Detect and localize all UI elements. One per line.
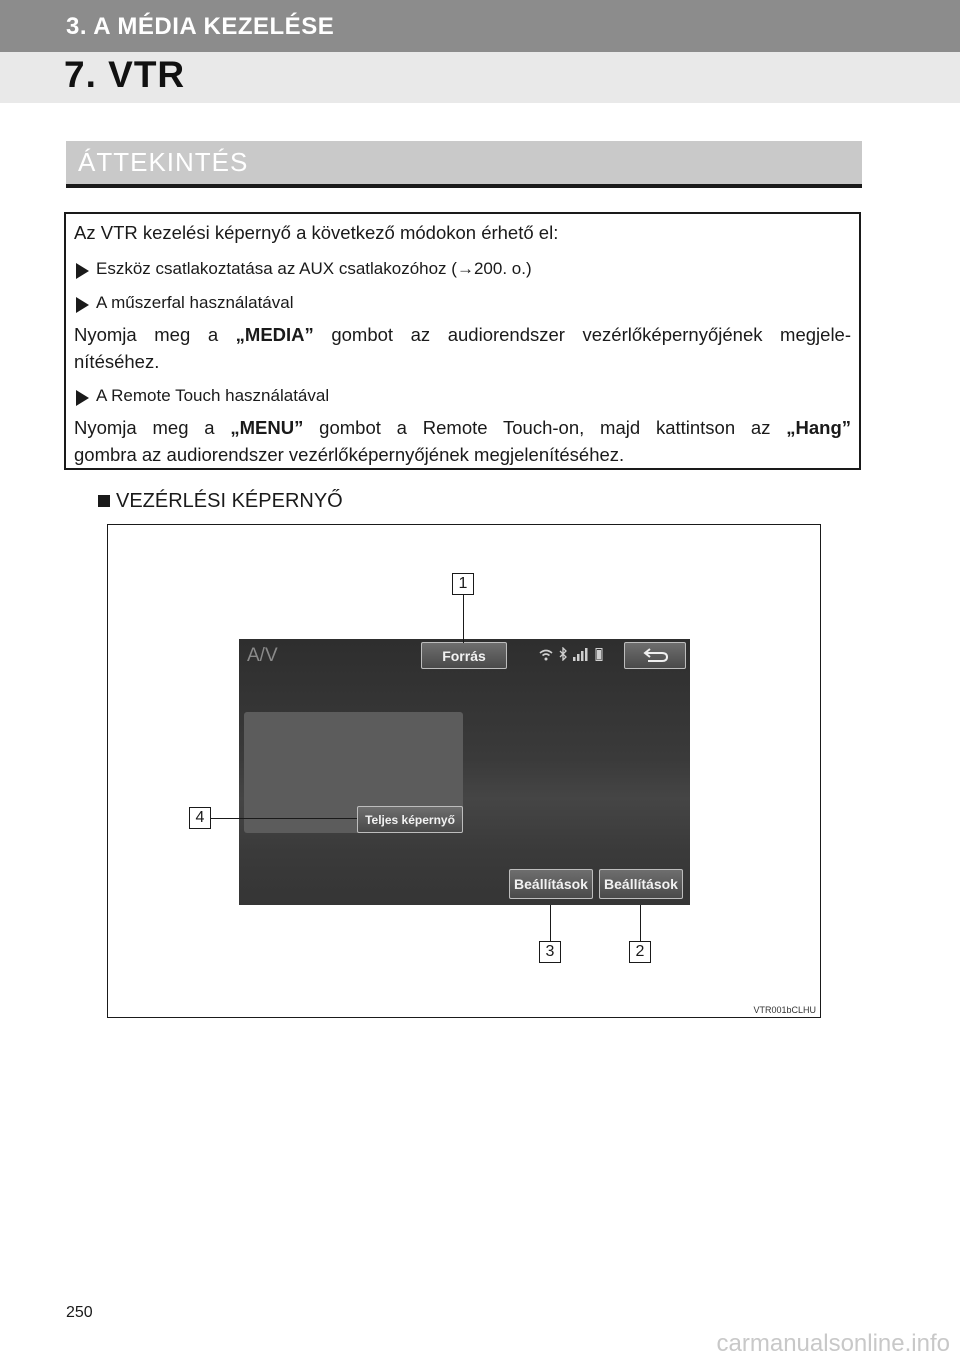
chapter-title: 7. VTR <box>64 54 186 95</box>
callout-4: 4 <box>189 807 211 829</box>
wifi-icon <box>539 649 553 661</box>
battery-icon <box>595 647 603 661</box>
section-tab <box>0 0 960 52</box>
back-button[interactable] <box>624 642 686 669</box>
section-title: 3. A MÉDIA KEZELÉSE <box>66 13 335 40</box>
callout-1: 1 <box>452 573 474 595</box>
square-bullet-icon <box>98 495 110 507</box>
instruction-menu-cont: gombra az audiorendszer vezérlőképernyőjének megjelenítéséhez. <box>74 444 625 465</box>
bullet-dashboard: A műszerfal használatával <box>74 293 851 313</box>
status-icons <box>539 647 603 661</box>
av-screen <box>239 639 690 905</box>
bluetooth-icon <box>559 647 567 661</box>
control-screen-figure <box>107 524 821 1018</box>
intro-text: Az VTR kezelési képernyő a következő módokon érhető el: <box>74 222 559 243</box>
instruction-media-cont: nítéséhez. <box>74 351 160 372</box>
screen-title: A/V <box>247 645 278 666</box>
leader-line-2 <box>640 905 641 941</box>
info-box <box>64 212 861 470</box>
overview-heading: ÁTTEKINTÉS <box>78 147 249 177</box>
source-button[interactable]: Forrás <box>421 642 507 669</box>
leader-line-1 <box>463 595 464 643</box>
leader-line-4 <box>211 818 357 819</box>
watermark: carmanualsonline.info <box>716 1330 950 1357</box>
leader-line-3 <box>550 905 551 941</box>
callout-2: 2 <box>629 941 651 963</box>
settings-button-left[interactable]: Beállítások <box>509 869 593 899</box>
fullscreen-button[interactable]: Teljes képernyő <box>357 806 463 833</box>
instruction-menu: Nyomja meg a „MENU” gombot a Remote Touch-on, majd kattintson az „Hang” <box>74 417 852 438</box>
page-number: 250 <box>66 1304 93 1321</box>
overview-heading-bar <box>66 141 862 188</box>
settings-button-right[interactable]: Beállítások <box>599 869 683 899</box>
page-reference[interactable]: 200. o.) <box>473 259 532 278</box>
signal-strength-icon <box>573 647 589 661</box>
bullet-aux: Eszköz csatlakoztatása az AUX csatlakozóhoz (→200. o.) <box>74 259 851 279</box>
back-arrow-icon <box>640 648 670 664</box>
bullet-remote-touch: A Remote Touch használatával <box>74 386 851 406</box>
arrow-icon: → <box>456 259 474 278</box>
figure-code: VTR001bCLHU <box>753 1005 816 1015</box>
control-screen-heading: VEZÉRLÉSI KÉPERNYŐ <box>98 490 343 513</box>
callout-3: 3 <box>539 941 561 963</box>
instruction-media: Nyomja meg a „MEDIA” gombot az audiorendszer vezérlőképernyőjének megjele- <box>74 324 851 345</box>
